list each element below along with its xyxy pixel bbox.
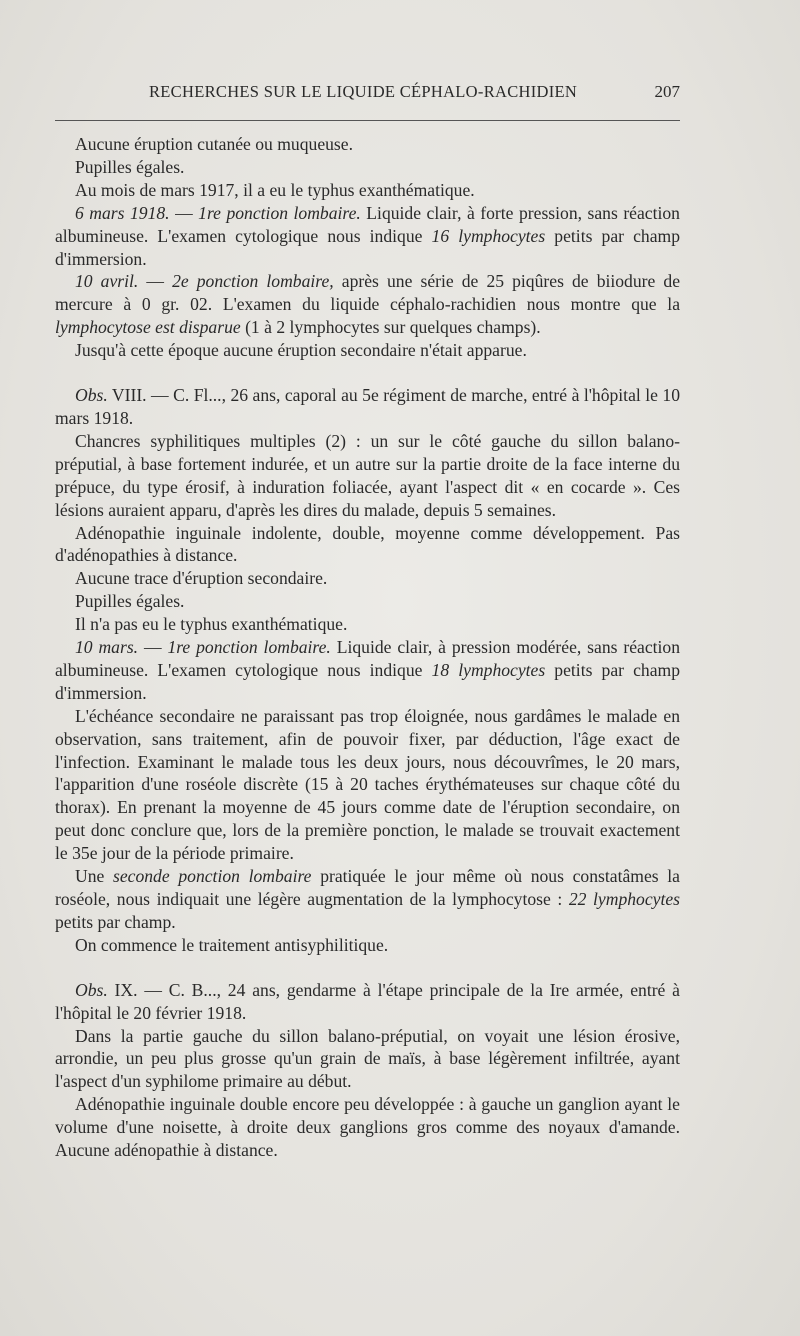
lymphocyte-count: 18 lymphocytes: [431, 659, 546, 680]
procedure-title: 1re ponction lombaire.: [198, 202, 361, 223]
dash: —: [169, 202, 199, 223]
paragraph: [55, 270, 680, 339]
paragraph: Au mois de mars 1917, il a eu le typhus exanthématique.: [75, 179, 475, 200]
text: petits par champ d'immersion.: [55, 659, 680, 703]
dash: —: [138, 271, 173, 292]
text: pratiquée le jour même où nous constatâmes la roséole, nous indiquait une légère augmentation de la lymphocytose :: [55, 866, 680, 909]
paragraph: L'échéance secondaire ne paraissant pas trop éloignée, nous gardâmes le malade en observation, sans traitement, afin de pouvoir fixer, par déduction, l'âge exact de l'infection. Examinant le malade tous les deux jours, nous découvrîmes, le 20 mars, l'apparition d'une roséole discrète (15 à 20 taches érythémateuses sur chaque côté du thorax). En prenant la moyenne de 45 jours comme date de l'éruption secondaire, on peut donc conclure que, lors de la première ponction, le malade se trouvait exactement le 35e jour de la période primaire.: [55, 705, 680, 864]
text: Liquide clair, à pression modérée, sans réaction albumineuse. L'examen cytologique nous indique: [55, 637, 681, 680]
emphasis: lymphocytose est disparue: [55, 317, 241, 338]
paragraph: Adénopathie inguinale indolente, double, moyenne comme développement. Pas d'adénopathies à distance.: [55, 522, 680, 566]
paragraph: Pupilles égales.: [75, 591, 185, 612]
header-rule: [55, 120, 680, 121]
date: 10 avril.: [75, 271, 139, 292]
paragraph: Chancres syphilitiques multiples (2) : un sur le côté gauche du sillon balano-préputial, à base fortement indurée, et un autre sur la partie droite de la face interne du prépuce, du type érosif, à induration foliacée, ayant l'aspect dit « en cocarde ». Ces lésions auraient apparu, d'après les dires du malade, depuis 5 semaines.: [55, 430, 680, 520]
paragraph: Aucune trace d'éruption secondaire.: [75, 568, 328, 589]
paragraph: On commence le traitement antisyphilitique.: [75, 934, 389, 955]
paragraph: Pupilles égales.: [75, 156, 185, 177]
paragraph: Il n'a pas eu le typhus exanthématique.: [75, 614, 348, 635]
lymphocyte-count: 16 lymphocytes: [431, 225, 546, 246]
text: petits par champ d'immersion.: [55, 225, 680, 269]
text: Liquide clair, à forte pression, sans réaction albumineuse. L'examen cytologique nous indique: [55, 202, 680, 246]
text: IX. — C. B..., 24 ans, gendarme à l'étape principale de la Ire armée, entré à l'hôpital le 20 février 1918.: [55, 979, 680, 1023]
paragraph: Adénopathie inguinale double encore peu développée : à gauche un ganglion ayant le volume d'une noisette, à droite deux ganglions gros comme des noyaux d'amande. Aucune adénopathie à distance.: [55, 1094, 680, 1161]
obs-label: Obs.: [75, 385, 108, 406]
paragraph: [55, 202, 680, 271]
date: 10 mars.: [75, 637, 139, 658]
procedure-title: 1re ponction lombaire.: [167, 637, 331, 658]
lymphocyte-count: 22 lymphocytes: [568, 889, 680, 909]
page-header: [55, 82, 680, 108]
text: petits par champ.: [55, 911, 176, 932]
paragraph: Aucune éruption cutanée ou muqueuse.: [75, 134, 353, 154]
emphasis: seconde ponction lombaire: [113, 866, 312, 887]
dash: —: [138, 637, 168, 658]
text: après une série de 25 piqûres de biiodure de mercure à 0 gr. 02. L'examen du liquide céphalo-rachidien nous montre que la: [55, 271, 681, 315]
paragraph: [55, 865, 680, 934]
text: VIII. — C. Fl..., 26 ans, caporal au 5e régiment de marche, entré à l'hôpital le 10 mars 1918.: [55, 385, 680, 428]
text: Une: [75, 866, 113, 887]
paragraph: Jusqu'à cette époque aucune éruption secondaire n'était apparue.: [75, 340, 527, 361]
page-number: 207: [654, 82, 680, 101]
paragraph: Dans la partie gauche du sillon balano-préputial, on voyait une lésion érosive, arrondie, un peu plus grosse qu'un grain de maïs, à base légèrement infiltrée, ayant l'aspect d'un syphilome primaire au début.: [55, 1025, 680, 1092]
date: 6 mars 1918.: [75, 202, 170, 223]
observation-intro: [55, 384, 680, 430]
paragraph: [55, 636, 680, 705]
observation-intro: [55, 979, 680, 1025]
running-title: RECHERCHES SUR LE LIQUIDE CÉPHALO-RACHIDIEN: [149, 82, 578, 101]
procedure-title: 2e ponction lombaire,: [172, 271, 334, 292]
body-text: [55, 133, 680, 1162]
text: (1 à 2 lymphocytes sur quelques champs).: [240, 317, 541, 338]
obs-label: Obs.: [75, 979, 108, 1000]
